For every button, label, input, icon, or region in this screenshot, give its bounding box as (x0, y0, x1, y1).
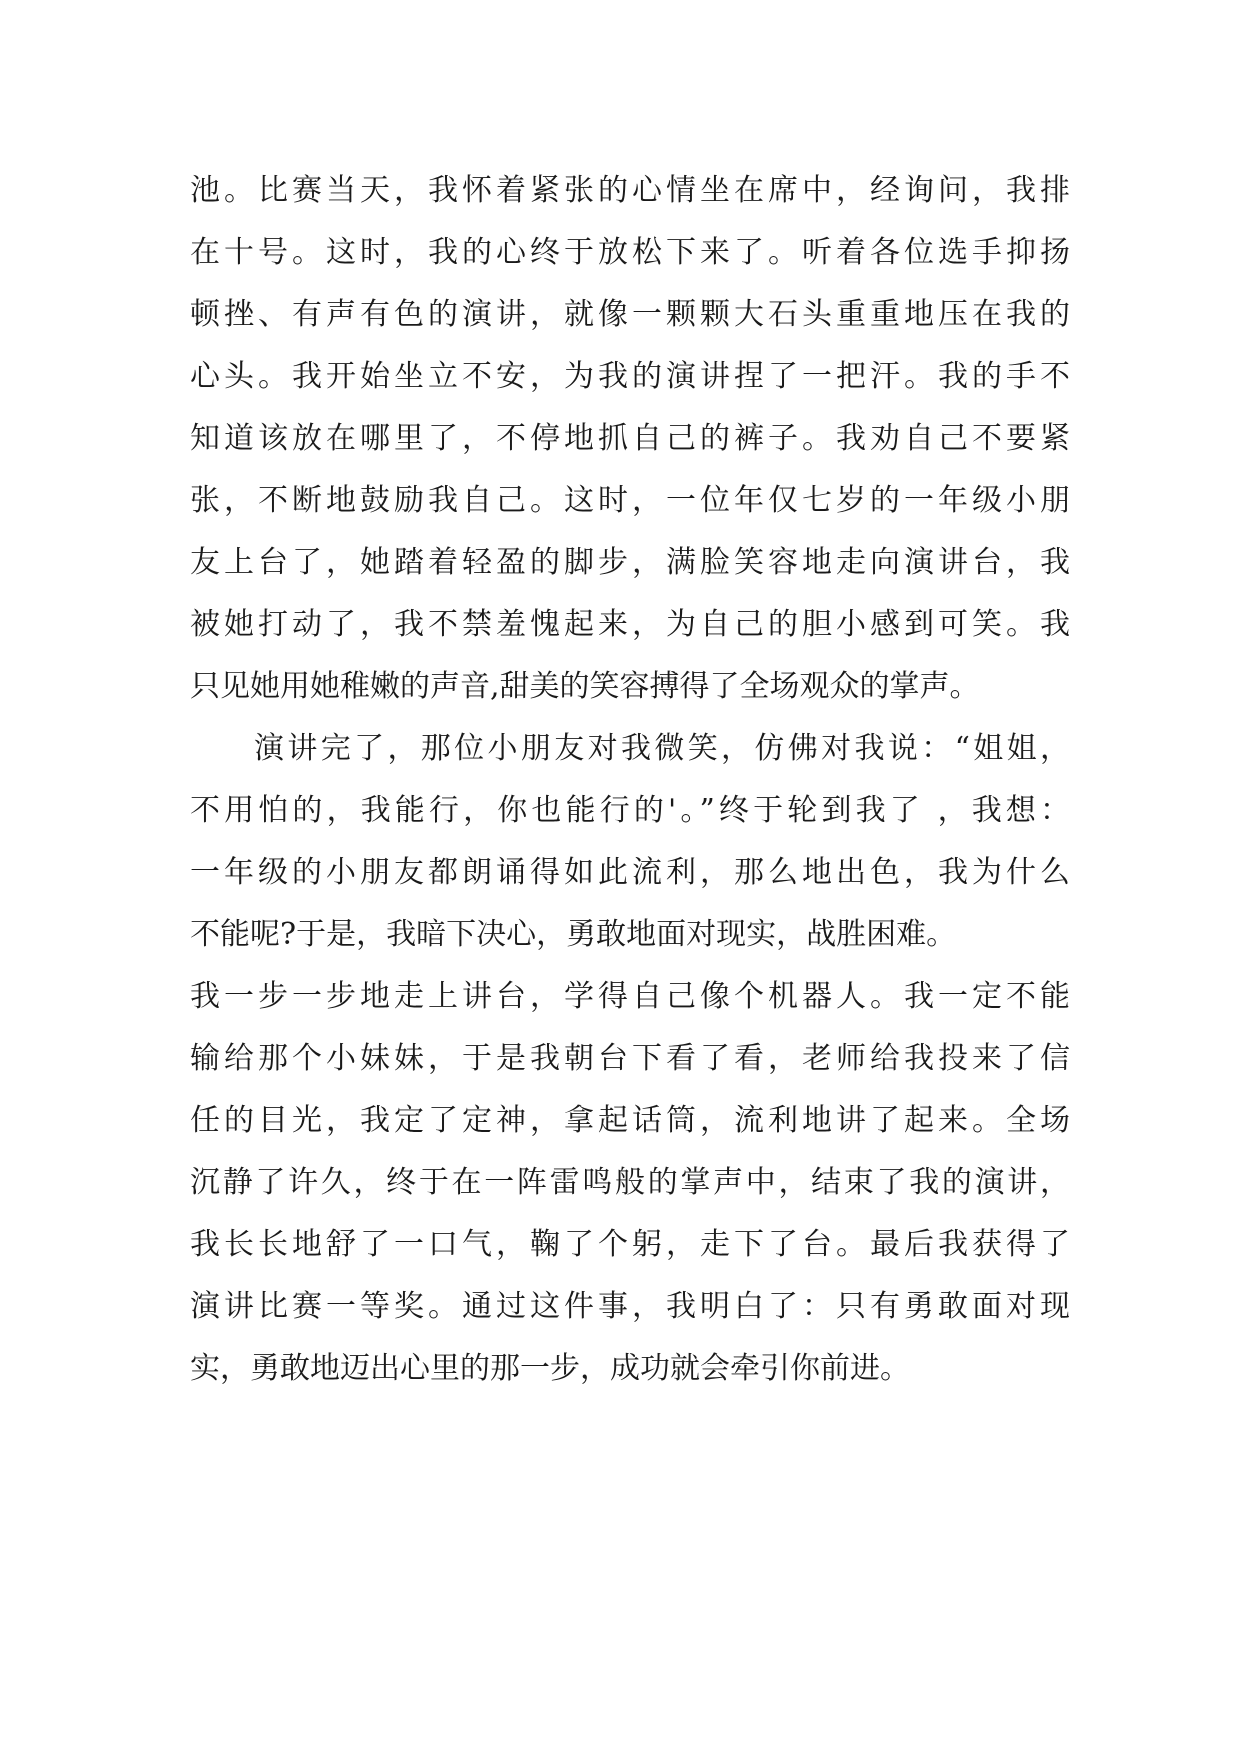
text-line: 不能呢?于是，我暗下决心，勇敢地面对现实，战胜困难。 (190, 917, 957, 952)
text-line: 我长长地舒了一口气，鞠了个躬，走下了台。最后我获得了 (190, 1227, 1070, 1262)
text-line: 沉静了许久，终于在一阵雷鸣般的掌声中，结束了我的演讲， (190, 1165, 1070, 1200)
text-line: 一年级的小朋友都朗诵得如此流利，那么地出色，我为什么 (190, 855, 1070, 890)
text-line: 任的目光，我定了定神，拿起话筒，流利地讲了起来。全场 (190, 1103, 1070, 1138)
text-line: 在十号。这时，我的心终于放松下来了。听着各位选手抑扬 (190, 235, 1070, 270)
paragraph-2 (190, 718, 1070, 1400)
text-line: 心头。我开始坐立不安，为我的演讲捏了一把汗。我的手不 (190, 359, 1070, 394)
text-line: 友上台了，她踏着轻盈的脚步，满脸笑容地走向演讲台，我 (190, 545, 1070, 580)
paragraph-1 (190, 160, 1070, 718)
text-line: 被她打动了，我不禁羞愧起来，为自己的胆小感到可笑。我 (190, 607, 1070, 642)
text-line: 顿挫、有声有色的演讲，就像一颗颗大石头重重地压在我的 (190, 297, 1070, 332)
text-line: 张，不断地鼓励我自己。这时，一位年仅七岁的一年级小朋 (190, 483, 1070, 518)
text-line: 演讲完了，那位小朋友对我微笑，仿佛对我说：“姐姐， (254, 731, 1070, 766)
text-line: 不用怕的，我能行，你也能行的'。”终于轮到我了 ，我想： (190, 793, 1070, 828)
text-line: 演讲比赛一等奖。通过这件事，我明白了：只有勇敢面对现 (190, 1289, 1070, 1324)
text-line: 输给那个小妹妹，于是我朝台下看了看，老师给我投来了信 (190, 1041, 1070, 1076)
text-line: 实，勇敢地迈出心里的那一步，成功就会牵引你前进。 (190, 1351, 910, 1386)
body-text (190, 160, 1070, 1400)
text-line: 知道该放在哪里了，不停地抓自己的裤子。我劝自己不要紧 (190, 421, 1070, 456)
text-line: 我一步一步地走上讲台，学得自己像个机器人。我一定不能 (190, 979, 1070, 1014)
text-line: 池。比赛当天，我怀着紧张的心情坐在席中，经询问，我排 (190, 173, 1070, 208)
text-line: 只见她用她稚嫩的声音,甜美的笑容搏得了全场观众的掌声。 (190, 669, 980, 704)
